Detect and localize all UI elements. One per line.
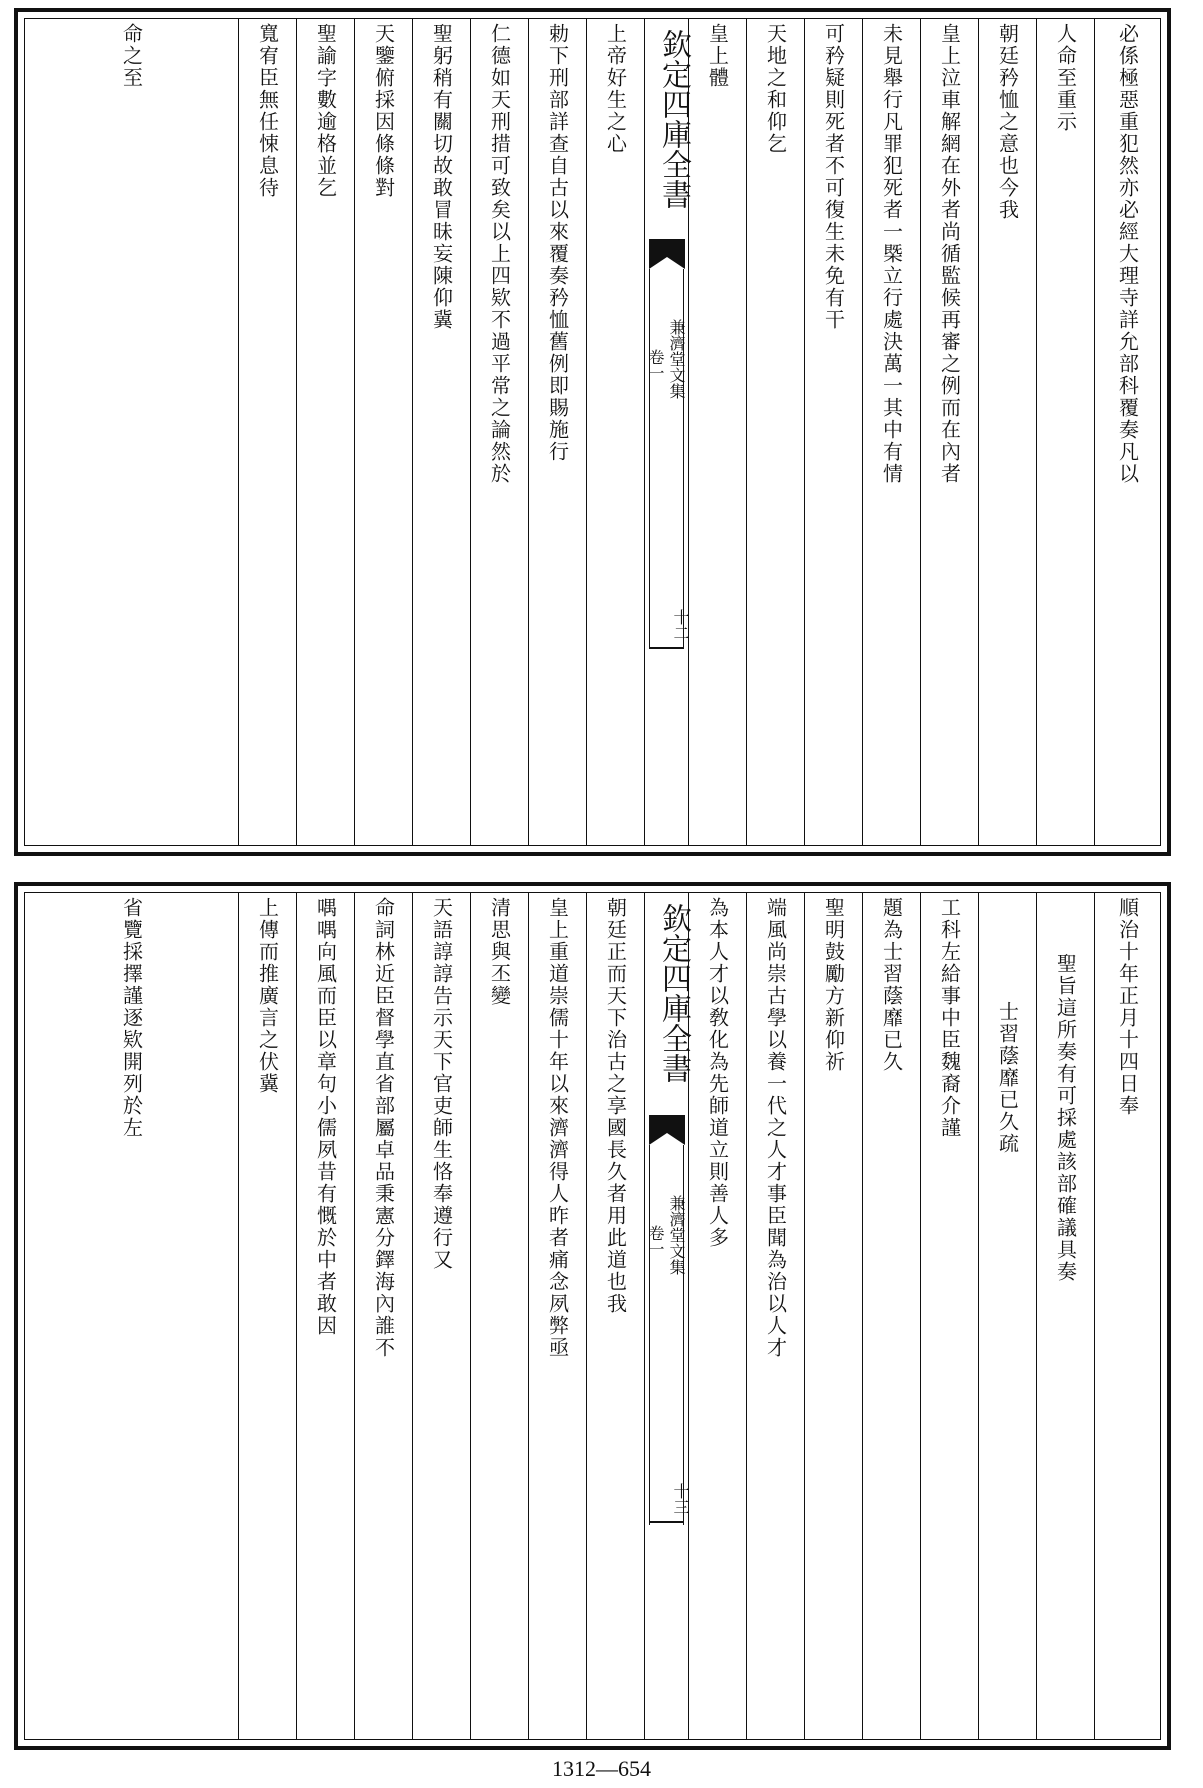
page-rule [649, 647, 684, 649]
column-text: 可矜疑則死者不可復生未免有干 [821, 23, 846, 331]
column-text: 勅下刑部詳查自古以來覆奏矜恤舊例即賜施行 [545, 23, 570, 463]
column-text: 天地之和仰乞 [763, 23, 788, 155]
column-text: 朝廷矜恤之意也今我 [995, 23, 1020, 221]
column-text: 為本人才以敎化為先師道立則善人多 [705, 897, 730, 1249]
column-text: 上傳而推廣言之伏冀 [255, 897, 280, 1095]
text-column [688, 893, 746, 1739]
page-lower [14, 882, 1171, 1750]
book-title: 欽定四庫全書 [656, 903, 691, 1083]
text-column [804, 893, 862, 1739]
column-text: 端風尚崇古學以養一代之人才事臣聞為治以人才 [763, 897, 788, 1359]
column-text: 聖旨這所奏有可採處該部確議具奏 [1053, 953, 1078, 1283]
column-text: 聖明鼓勵方新仰祈 [821, 897, 846, 1073]
column-text: 清思與丕變 [487, 897, 512, 1007]
column-text: 省覽採擇謹逐欵開列於左 [119, 897, 144, 1139]
column-text: 天語諄諄告示天下官吏師生恪奉遵行又 [429, 897, 454, 1271]
column-text: 天鑒俯採因條條對 [371, 23, 396, 199]
text-column [528, 19, 586, 845]
volume-label: 卷一 [646, 349, 665, 381]
column-text: 未見舉行凡罪犯死者一槩立行處決萬一其中有情 [879, 23, 904, 485]
column-text: 命之至 [119, 23, 144, 89]
column-text: 上帝好生之心 [603, 23, 628, 155]
text-column [238, 19, 296, 845]
center-fold-column [644, 893, 691, 1739]
page-rule [649, 1521, 684, 1523]
text-column [862, 893, 920, 1739]
column-text: 必係極惡重犯然亦必經大理寺詳允部科覆奏凡以 [1115, 23, 1140, 485]
page-number: 十二 [671, 609, 690, 641]
column-text: 喁喁向風而臣以章句小儒夙昔有慨於中者敢因 [313, 897, 338, 1337]
page-upper-columns [25, 19, 1160, 845]
column-text: 工科左給事中臣魏裔介謹 [937, 897, 962, 1139]
column-text: 皇上泣車解網在外者尚循監候再審之例而在內者 [937, 23, 962, 485]
text-column [412, 19, 470, 845]
page-upper-frame [24, 18, 1161, 846]
text-column [354, 19, 412, 845]
column-text: 仁德如天刑措可致矣以上四欵不過平常之論然於 [487, 23, 512, 485]
text-column [1036, 19, 1094, 845]
text-column [25, 893, 238, 1739]
divider [649, 1145, 650, 1525]
text-column [862, 19, 920, 845]
text-column [1094, 893, 1160, 1739]
text-column [804, 19, 862, 845]
page-number: 十三 [671, 1483, 690, 1515]
column-text: 士習蔭靡已久疏 [995, 1001, 1020, 1155]
text-column [528, 893, 586, 1739]
text-column [746, 893, 804, 1739]
text-column [238, 893, 296, 1739]
page-lower-columns [25, 893, 1160, 1739]
divider [649, 269, 650, 649]
column-text: 命詞林近臣督學直省部屬卓品秉憲分鐸海內誰不 [371, 897, 396, 1359]
text-column [746, 19, 804, 845]
text-column [25, 19, 238, 845]
text-column [354, 893, 412, 1739]
text-column [978, 893, 1036, 1739]
text-column [296, 19, 354, 845]
column-text: 題為士習蔭靡已久 [879, 897, 904, 1073]
column-text: 寬宥臣無任悚息待 [255, 23, 280, 199]
text-column [688, 19, 746, 845]
page-upper [14, 8, 1171, 856]
page-lower-frame [24, 892, 1161, 1740]
book-title: 欽定四庫全書 [656, 29, 691, 209]
column-text: 皇上體 [705, 23, 730, 89]
work-title: 兼濟堂文集 [667, 1195, 686, 1275]
column-text: 聖躬稍有關切故敢冒昧妄陳仰冀 [429, 23, 454, 331]
text-column [296, 893, 354, 1739]
column-text: 人命至重示 [1053, 23, 1078, 133]
text-column [920, 893, 978, 1739]
column-text: 順治十年正月十四日奉 [1115, 897, 1140, 1117]
text-column [586, 893, 644, 1739]
text-column [920, 19, 978, 845]
column-text: 朝廷正而天下治古之享國長久者用此道也我 [603, 897, 628, 1315]
catalog-number: 1312—654 [552, 1756, 651, 1781]
center-fold-column [644, 19, 691, 845]
text-column [978, 19, 1036, 845]
column-text: 皇上重道崇儒十年以來濟濟得人昨者痛念夙弊亟 [545, 897, 570, 1359]
text-column [1094, 19, 1160, 845]
column-text: 聖諭字數逾格並乞 [313, 23, 338, 199]
text-column [586, 19, 644, 845]
work-title: 兼濟堂文集 [667, 319, 686, 399]
text-column [470, 893, 528, 1739]
volume-label: 卷一 [646, 1225, 665, 1257]
text-column [1036, 893, 1094, 1739]
text-column [412, 893, 470, 1739]
text-column [470, 19, 528, 845]
